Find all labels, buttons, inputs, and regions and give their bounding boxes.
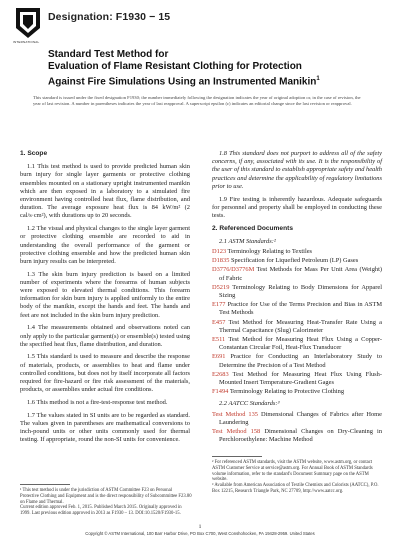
reference-item <box>212 353 382 369</box>
para-1-7: 1.7 The values stated in SI units are to be regarded as standard. The values given in parentheses are mathematical conversions to inch-pound units or other units commonly used for thermal testing. If appropriate, round the non-SI units for convenience. <box>20 411 190 444</box>
reference-link[interactable]: Test Method 135 <box>212 410 258 418</box>
footnotes-left <box>20 488 192 517</box>
page-number: 1 <box>198 524 202 530</box>
left-column <box>20 150 190 449</box>
reference-title: Test Method for Measuring Heat-Transfer Rate Using a Thermal Capacitance (Slug) Calorimeter <box>219 318 382 334</box>
reference-item <box>212 266 382 282</box>
title-line-2: Evaluation of Flame Resistant Clothing for Protection <box>48 61 302 72</box>
footnote-rule-left <box>20 484 70 485</box>
reference-link[interactable]: E2683 <box>212 370 229 378</box>
reference-item <box>212 301 382 317</box>
para-1-5: 1.5 This standard is used to measure and describe the response of materials, products, or assemblies to heat and flame under controlled conditions, but does not by itself incorporate all factors required for fire-hazard or fire risk assessment of the materials, products, or assemblies under actual fire conditions. <box>20 353 190 394</box>
right-column <box>212 150 382 446</box>
reference-title: Terminology Relating to Protective Clothing <box>228 388 345 396</box>
reference-item <box>212 428 382 444</box>
para-1-9: 1.9 Fire testing is inherently hazardous. Adequate safeguards for personnel and property shall be employed in conducting these tests. <box>212 195 382 219</box>
reference-title: Test Method for Measuring Heat Flux Using a Copper-Constantan Circular Foil, Heat-Flux Transducer <box>219 336 382 352</box>
reference-title: Dimensional Changes of Fabrics after Home Laundering <box>219 410 382 426</box>
title-line-3: Against Fire Simulations Using an Instrumented Manikin$^1$ <box>48 76 320 88</box>
designation-notice: This standard is issued under the fixed designation F1930; the number immediately following the designation indicates the year of original adoption or, in the case of revision, the year of last revision. A number in parentheses indicates the year of last reapproval. A superscript epsilon (ε) indicates an editorial change since the last revision or reapproval. <box>33 95 361 106</box>
astm-references-list <box>212 248 382 396</box>
logo-word: INTERNATIONAL <box>13 40 40 44</box>
para-1-1: 1.1 This test method is used to provide predicted human skin burn injury for single layer garments or protective clothing ensembles mounted on a stationary upright instrumented manikin which are then exposed in a laboratory to a simulated fire environment having controlled heat flux, flame distribution, and duration. The average exposure heat flux is 84 kW/m² (2 cal/s·cm²), with durations up to 20 seconds. <box>20 163 190 220</box>
reference-link[interactable]: D1835 <box>212 257 230 265</box>
reference-link[interactable]: E691 <box>212 353 226 361</box>
para-1-4: 1.4 The measurements obtained and observations noted can only apply to the particular garment(s) or ensemble(s) tested using the specified heat flux, flame distribution, and duration. <box>20 324 190 348</box>
reference-title: Specification for Liquefied Petroleum (LP) Gases <box>229 257 359 265</box>
document-title <box>48 49 368 88</box>
title-line-1: Standard Test Method for <box>48 49 169 60</box>
reference-item <box>212 257 382 265</box>
para-1-8: 1.8 This standard does not purport to address all of the safety concerns, if any, associated with its use. It is the responsibility of the user of this standard to establish appropriate safety and health practices and determine the applicability of regulatory limitations prior to use. <box>212 150 382 190</box>
reference-item <box>212 388 382 396</box>
reference-title: Terminology Relating to Textiles <box>226 248 313 256</box>
reference-link[interactable]: F1494 <box>212 388 229 396</box>
designation: Designation: F1930 − 15 <box>48 11 171 23</box>
footnote-rule-right <box>212 456 262 457</box>
reference-item <box>212 411 382 427</box>
reference-title: Dimensional Changes on Dry-Cleaning in Perchloroethylene: Machine Method <box>219 428 383 444</box>
astm-logo-icon <box>14 6 42 40</box>
reference-item <box>212 319 382 335</box>
reference-title: Practice for Use of the Terms Precision and Bias in ASTM Test Methods <box>219 301 382 317</box>
reference-link[interactable]: Test Method 158 <box>212 428 261 436</box>
footnote-1: ¹ This test method is under the jurisdiction of ASTM Committee F23 on Personal Protective Clothing and Equipment and is the direct responsibility of Subcommittee F23.80 on Flame and Thermal. <box>20 488 192 505</box>
reference-link[interactable]: D123 <box>212 248 227 256</box>
copyright-line: Copyright © ASTM International, 100 Barr Harbor Drive, PO Box C700, West Conshohocken, PA 19428-2959. United States <box>85 531 315 536</box>
reference-link[interactable]: D5219 <box>212 283 230 291</box>
reference-title: Practice for Conducting an Interlaboratory Study to Determine the Precision of a Test Method <box>219 353 382 369</box>
footnote-3: ³ Available from American Association of Textile Chemists and Colorists (AATCC), P.O. Box 12215, Research Triangle Park, NC 27709, http://www.aatcc.org. <box>212 483 379 494</box>
para-1-3: 1.3 The skin burn injury prediction is based on a limited number of experiments where the forearms of human subjects were exposed to elevated thermal conditions. This forearm information for skin burn injury is applied uniformly to the entire body of the manikin, except the hands and feet. The hands and feet are not included in the skin burn injury prediction. <box>20 270 190 319</box>
references-heading: 2. Referenced Documents <box>212 224 293 232</box>
footnote-2: ² For referenced ASTM standards, visit the ASTM website, www.astm.org, or contact ASTM Customer Service at service@astm.org. For Annual Book of ASTM Standards volume information, refer to the standard's Document Summary page on the ASTM website. <box>212 460 373 483</box>
footnotes-right <box>212 460 384 495</box>
para-1-2: 1.2 The visual and physical changes to the single layer garment or protective clothing ensemble are recorded to aid in understanding the overall performance of the garment or protective clothing ensemble and how the predicted human skin burn injury results can be interpreted. <box>20 225 190 265</box>
reference-link[interactable]: E511 <box>212 336 226 344</box>
reference-link[interactable]: D3776/D3776M <box>212 266 255 274</box>
reference-title: Test Method for Measuring Heat Flux Using Flush-Mounted Insert Temperature-Gradient Gages <box>219 370 382 387</box>
reference-item <box>212 336 382 352</box>
footnote-1-edition: Current edition approved Feb. 1, 2015. Published March 2015. Originally approved in 1999. Last previous edition approved in 2013 as F1930 – 13. DOI:10.1520/F1930-15. <box>20 505 182 517</box>
reference-title: Test Methods for Mass Per Unit Area (Weight) of Fabric <box>219 266 382 282</box>
aatcc-standards-heading: 2.2 AATCC Standards:³ <box>219 400 280 408</box>
aatcc-references-list <box>212 411 382 445</box>
reference-item <box>212 284 382 300</box>
reference-link[interactable]: E177 <box>212 301 226 309</box>
para-1-6: 1.6 This method is not a fire-test-response test method. <box>27 398 168 406</box>
reference-item <box>212 248 382 256</box>
astm-standards-heading: 2.1 ASTM Standards:² <box>219 237 276 245</box>
scope-heading: 1. Scope <box>20 150 48 157</box>
reference-title: Terminology Relating to Body Dimensions for Apparel Sizing <box>219 283 382 300</box>
reference-item <box>212 371 382 387</box>
reference-link[interactable]: E457 <box>212 318 226 326</box>
